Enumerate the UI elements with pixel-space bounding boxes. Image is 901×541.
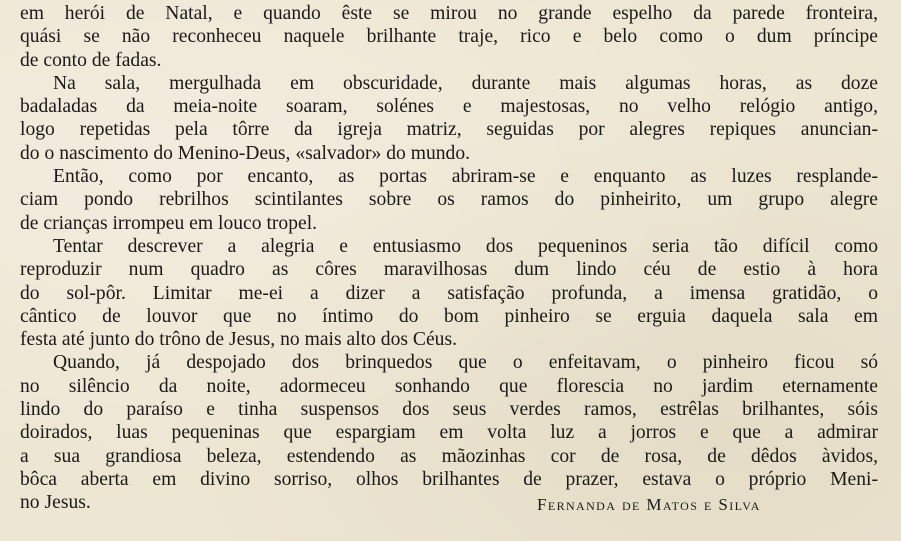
paragraph-start-line: Na sala, mergulhada em obscuridade, durante mais algumas horas, as doze xyxy=(53,72,878,94)
text-line: badaladas da meia-noite soaram, solénes e majestosas, no velho relógio antigo, xyxy=(20,96,878,118)
text-line: ciam pondo rebrilhos scintilantes sobre os ramos do pinheirito, um grupo alegre xyxy=(20,189,878,211)
text-line: a sua grandiosa beleza, estendendo as mãozinhas cor de rosa, de dêdos àvidos, xyxy=(20,445,878,467)
text-line: de conto de fadas. xyxy=(20,49,162,71)
text-line: em herói de Natal, e quando êste se mirou no grande espelho da parede fronteira, xyxy=(20,3,878,24)
paragraph-start-line: Quando, já despojado dos brinquedos que o enfeitavam, o pinheiro ficou só xyxy=(53,352,878,374)
paragraph-start-line: Tentar descrever a alegria e entusiasmo dos pequeninos seria tão difícil como xyxy=(53,235,878,257)
text-line: de crianças irrompeu em louco tropel. xyxy=(20,212,318,234)
text-line: reproduzir num quadro as côres maravilhosas dum lindo céu de estio à hora xyxy=(20,259,878,281)
text-line: doirados, luas pequeninas que espargiam em volta luz a jorros e que a admirar xyxy=(20,422,878,444)
text-line: logo repetidas pela tôrre da igreja matriz, seguidas por alegres repiques anuncian- xyxy=(20,119,878,141)
text-line: cântico de louvor que no íntimo do bom pinheiro se erguia daquela sala em xyxy=(20,305,878,327)
paragraph-start-line: Então, como por encanto, as portas abriram-se e enquanto as luzes resplande- xyxy=(53,166,878,188)
text-line: do sol-pôr. Limitar me-ei a dizer a satisfação profunda, a imensa gratidão, o xyxy=(20,282,878,304)
text-line: do o nascimento do Menino-Deus, «salvador» do mundo. xyxy=(20,142,471,164)
text-line: quási se não reconheceu naquele brilhante traje, rico e belo como o dum príncipe xyxy=(20,26,878,48)
story-text xyxy=(20,2,878,515)
text-line: bôca aberta em divino sorriso, olhos brilhantes de prazer, estava o próprio Meni- xyxy=(20,468,878,490)
text-line: lindo do paraíso e tinha suspensos dos seus verdes ramos, estrêlas brilhantes, sóis xyxy=(20,399,878,421)
author-signature: Fernanda de Matos e Silva xyxy=(537,495,761,514)
text-line: no silêncio da noite, adormeceu sonhando que florescia no jardim eternamente xyxy=(20,375,878,397)
text-line: no Jesus. xyxy=(20,492,91,514)
text-line: festa até junto do trôno de Jesus, no mais alto dos Céus. xyxy=(20,329,457,351)
